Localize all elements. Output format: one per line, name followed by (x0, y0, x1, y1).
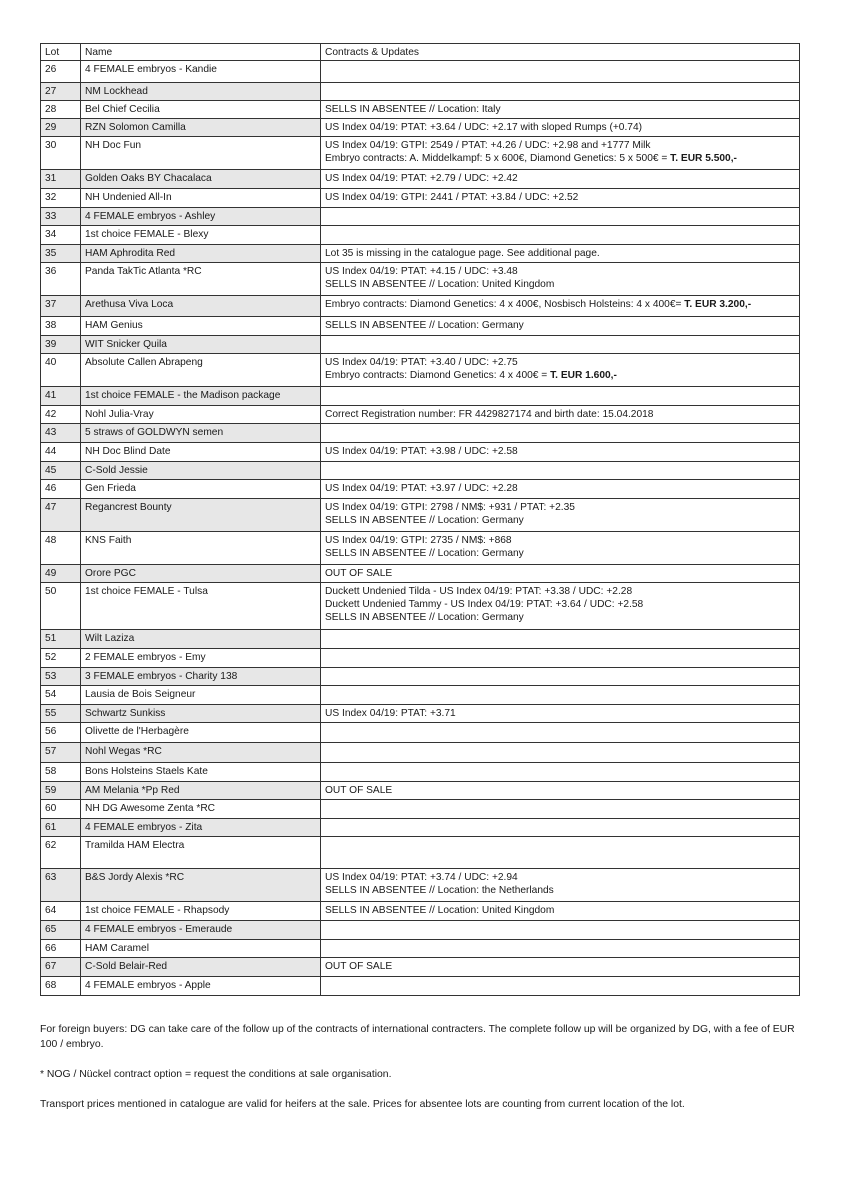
lot-number: 45 (41, 462, 81, 480)
table-row (41, 668, 800, 686)
contract-line (325, 501, 795, 514)
lot-contracts (321, 723, 800, 743)
lot-number: 55 (41, 705, 81, 723)
lot-name: Arethusa Viva Loca (81, 296, 321, 317)
lot-number: 50 (41, 583, 81, 630)
lot-number: 47 (41, 499, 81, 532)
lot-contracts (321, 532, 800, 565)
contract-text: US Index 04/19: PTAT: +3.71 (325, 708, 456, 719)
lot-contracts (321, 958, 800, 977)
lot-number: 57 (41, 743, 81, 763)
lot-number: 49 (41, 565, 81, 583)
table-row (41, 819, 800, 837)
lot-name: Absolute Callen Abrapeng (81, 354, 321, 387)
contract-text: US Index 04/19: GTPI: 2441 / PTAT: +3.84 / UDC: +2.52 (325, 192, 579, 203)
contract-line (325, 191, 795, 204)
table-row (41, 61, 800, 83)
contract-line (325, 247, 795, 260)
table-row (41, 245, 800, 263)
lot-number: 66 (41, 940, 81, 958)
table-row (41, 480, 800, 499)
lot-contracts (321, 763, 800, 782)
contract-line (325, 172, 795, 185)
table-row (41, 499, 800, 532)
contract-line (325, 904, 795, 917)
lot-number: 44 (41, 443, 81, 462)
lot-contracts (321, 61, 800, 83)
table-row (41, 336, 800, 354)
lot-name: Tramilda HAM Electra (81, 837, 321, 869)
lot-number: 54 (41, 686, 81, 705)
lot-name: 1st choice FEMALE - the Madison package (81, 387, 321, 406)
contract-line (325, 611, 795, 624)
lot-name: 1st choice FEMALE - Blexy (81, 226, 321, 245)
lot-name: B&S Jordy Alexis *RC (81, 869, 321, 902)
lot-contracts (321, 902, 800, 921)
contract-line (325, 547, 795, 560)
note-transport: Transport prices mentioned in catalogue are valid for heifers at the sale. Prices for absentee lots are counting from current location of the lot. (40, 1099, 685, 1110)
contract-text: Embryo contracts: Diamond Genetics: 4 x 400€ = (325, 370, 551, 381)
lot-number: 43 (41, 424, 81, 443)
contract-line (325, 567, 795, 580)
table-row (41, 296, 800, 317)
lot-number: 41 (41, 387, 81, 406)
lot-contracts (321, 940, 800, 958)
contract-text: US Index 04/19: PTAT: +3.64 / UDC: +2.17 with sloped Rumps (+0.74) (325, 122, 643, 133)
contract-line (325, 139, 795, 152)
contract-line (325, 152, 795, 165)
lot-contracts (321, 443, 800, 462)
table-row (41, 649, 800, 668)
contract-text: Duckett Undenied Tilda - US Index 04/19: PTAT: +3.38 / UDC: +2.28 (325, 586, 633, 597)
contract-text: US Index 04/19: GTPI: 2735 / NM$: +868 (325, 535, 512, 546)
lot-name: 4 FEMALE embryos - Ashley (81, 208, 321, 226)
lot-contracts (321, 189, 800, 208)
lot-number: 37 (41, 296, 81, 317)
contract-text: US Index 04/19: PTAT: +2.79 / UDC: +2.42 (325, 173, 518, 184)
lot-number: 68 (41, 977, 81, 996)
table-row (41, 119, 800, 137)
table-row (41, 354, 800, 387)
table-row (41, 208, 800, 226)
lot-contracts (321, 630, 800, 649)
table-row (41, 462, 800, 480)
lot-number: 34 (41, 226, 81, 245)
lot-name: 1st choice FEMALE - Rhapsody (81, 902, 321, 921)
lot-name: RZN Solomon Camilla (81, 119, 321, 137)
lot-number: 67 (41, 958, 81, 977)
table-row (41, 686, 800, 705)
lot-name: NH DG Awesome Zenta *RC (81, 800, 321, 819)
lot-name: Bons Holsteins Staels Kate (81, 763, 321, 782)
table-row (41, 137, 800, 170)
lot-name: NH Doc Blind Date (81, 443, 321, 462)
lot-contracts (321, 480, 800, 499)
lot-number: 59 (41, 782, 81, 800)
lot-contracts (321, 296, 800, 317)
lot-contracts (321, 565, 800, 583)
lot-contracts (321, 101, 800, 119)
lot-number: 27 (41, 83, 81, 101)
lot-contracts (321, 583, 800, 630)
contract-line (325, 445, 795, 458)
lot-contracts (321, 137, 800, 170)
footnotes (40, 1022, 810, 1127)
header-name: Name (81, 44, 321, 61)
lot-contracts (321, 208, 800, 226)
lot-contracts (321, 869, 800, 902)
table-row (41, 800, 800, 819)
contract-line (325, 265, 795, 278)
header-lot: Lot (41, 44, 81, 61)
lot-number: 30 (41, 137, 81, 170)
table-row (41, 723, 800, 743)
lot-number: 65 (41, 921, 81, 940)
lot-number: 42 (41, 406, 81, 424)
lot-number: 28 (41, 101, 81, 119)
lot-contracts (321, 921, 800, 940)
contract-text: Embryo contracts: A. Middelkampf: 5 x 600€, Diamond Genetics: 5 x 500€ = (325, 153, 671, 164)
lot-contracts (321, 705, 800, 723)
lot-contracts (321, 226, 800, 245)
lot-number: 46 (41, 480, 81, 499)
lot-number: 61 (41, 819, 81, 837)
table-row (41, 532, 800, 565)
table-row (41, 977, 800, 996)
contract-line (325, 356, 795, 369)
contract-text: OUT OF SALE (325, 568, 393, 579)
contract-line (325, 482, 795, 495)
lot-contracts (321, 354, 800, 387)
contract-total: T. EUR 5.500,- (670, 153, 737, 164)
table-row (41, 921, 800, 940)
table-row (41, 406, 800, 424)
lot-contracts (321, 743, 800, 763)
lot-name: Golden Oaks BY Chacalaca (81, 170, 321, 189)
lot-contracts (321, 686, 800, 705)
lot-contracts (321, 387, 800, 406)
header-contracts: Contracts & Updates (321, 44, 800, 61)
table-row (41, 958, 800, 977)
contract-line (325, 514, 795, 527)
contract-line (325, 534, 795, 547)
lot-contracts (321, 317, 800, 336)
contract-text: Lot 35 is missing in the catalogue page. See additional page. (325, 248, 600, 259)
table-row (41, 189, 800, 208)
lot-name: 1st choice FEMALE - Tulsa (81, 583, 321, 630)
contract-line (325, 960, 795, 973)
lot-contracts (321, 119, 800, 137)
lot-name: Gen Frieda (81, 480, 321, 499)
lot-name: NH Doc Fun (81, 137, 321, 170)
contract-text: US Index 04/19: PTAT: +3.40 / UDC: +2.75 (325, 357, 518, 368)
contract-text: Embryo contracts: Diamond Genetics: 4 x 400€, Nosbisch Holsteins: 4 x 400€= (325, 299, 685, 310)
contract-text: Correct Registration number: FR 4429827174 and birth date: 15.04.2018 (325, 409, 654, 420)
lot-name: 3 FEMALE embryos - Charity 138 (81, 668, 321, 686)
table-row (41, 743, 800, 763)
contract-text: US Index 04/19: PTAT: +3.98 / UDC: +2.58 (325, 446, 518, 457)
lot-table (40, 43, 800, 996)
table-row (41, 424, 800, 443)
table-row (41, 869, 800, 902)
lot-name: Nohl Wegas *RC (81, 743, 321, 763)
lot-name: Nohl Julia-Vray (81, 406, 321, 424)
lot-number: 39 (41, 336, 81, 354)
contract-text: SELLS IN ABSENTEE // Location: Germany (325, 548, 524, 559)
contract-total: T. EUR 3.200,- (684, 299, 752, 310)
table-row (41, 782, 800, 800)
lot-contracts (321, 263, 800, 296)
lot-number: 52 (41, 649, 81, 668)
table-row (41, 83, 800, 101)
table-row (41, 902, 800, 921)
lot-number: 26 (41, 61, 81, 83)
contract-line (325, 298, 795, 311)
lot-number: 40 (41, 354, 81, 387)
lot-name: NM Lockhead (81, 83, 321, 101)
contract-line (325, 408, 795, 421)
lot-name: 4 FEMALE embryos - Zita (81, 819, 321, 837)
lot-name: Regancrest Bounty (81, 499, 321, 532)
lot-number: 48 (41, 532, 81, 565)
contract-text: OUT OF SALE (325, 785, 393, 796)
lot-contracts (321, 977, 800, 996)
lot-number: 56 (41, 723, 81, 743)
lot-name: Schwartz Sunkiss (81, 705, 321, 723)
lot-number: 31 (41, 170, 81, 189)
contract-text: US Index 04/19: PTAT: +3.97 / UDC: +2.28 (325, 483, 518, 494)
lot-contracts (321, 782, 800, 800)
lot-name: Olivette de l'Herbagère (81, 723, 321, 743)
lot-contracts (321, 170, 800, 189)
contract-text: Duckett Undenied Tammy - US Index 04/19: PTAT: +3.64 / UDC: +2.58 (325, 599, 644, 610)
lot-contracts (321, 499, 800, 532)
contract-line (325, 871, 795, 884)
contract-line (325, 103, 795, 116)
lot-number: 51 (41, 630, 81, 649)
lot-number: 35 (41, 245, 81, 263)
table-row (41, 630, 800, 649)
lot-name: NH Undenied All-In (81, 189, 321, 208)
lot-contracts (321, 800, 800, 819)
lot-number: 32 (41, 189, 81, 208)
table-row (41, 940, 800, 958)
lot-name: 4 FEMALE embryos - Apple (81, 977, 321, 996)
lot-number: 29 (41, 119, 81, 137)
lot-number: 38 (41, 317, 81, 336)
lot-name: KNS Faith (81, 532, 321, 565)
table-row (41, 226, 800, 245)
lot-number: 33 (41, 208, 81, 226)
contract-text: OUT OF SALE (325, 961, 393, 972)
table-row (41, 763, 800, 782)
lot-contracts (321, 424, 800, 443)
lot-contracts (321, 819, 800, 837)
lot-contracts (321, 245, 800, 263)
contract-text: SELLS IN ABSENTEE // Location: Germany (325, 515, 524, 526)
table-row (41, 705, 800, 723)
lot-contracts (321, 649, 800, 668)
lot-name: 2 FEMALE embryos - Emy (81, 649, 321, 668)
contract-text: US Index 04/19: PTAT: +4.15 / UDC: +3.48 (325, 266, 518, 277)
lot-name: 4 FEMALE embryos - Emeraude (81, 921, 321, 940)
lot-name: C-Sold Belair-Red (81, 958, 321, 977)
contract-line (325, 319, 795, 332)
table-row (41, 317, 800, 336)
lot-number: 60 (41, 800, 81, 819)
lot-number: 63 (41, 869, 81, 902)
lot-name: HAM Genius (81, 317, 321, 336)
contract-line (325, 784, 795, 797)
contract-line (325, 884, 795, 897)
lot-name: 5 straws of GOLDWYN semen (81, 424, 321, 443)
lot-contracts (321, 462, 800, 480)
contract-text: SELLS IN ABSENTEE // Location: Italy (325, 104, 501, 115)
contract-text: US Index 04/19: GTPI: 2549 / PTAT: +4.26 / UDC: +2.98 and +1777 Milk (325, 140, 651, 151)
contract-text: US Index 04/19: GTPI: 2798 / NM$: +931 / PTAT: +2.35 (325, 502, 575, 513)
table-row (41, 170, 800, 189)
table-row (41, 387, 800, 406)
contract-text: SELLS IN ABSENTEE // Location: Germany (325, 320, 524, 331)
table-row (41, 101, 800, 119)
note-nog-contract: * NOG / Nückel contract option = request the conditions at sale organisation. (40, 1069, 392, 1080)
lot-name: WIT Snicker Quila (81, 336, 321, 354)
lot-number: 62 (41, 837, 81, 869)
contract-line (325, 598, 795, 611)
lot-name: Bel Chief Cecilia (81, 101, 321, 119)
lot-contracts (321, 83, 800, 101)
table-row (41, 263, 800, 296)
table-row (41, 837, 800, 869)
table-header-row (41, 44, 800, 61)
table-row (41, 583, 800, 630)
contract-line (325, 278, 795, 291)
contract-line (325, 369, 795, 382)
lot-name: Lausia de Bois Seigneur (81, 686, 321, 705)
contract-line (325, 707, 795, 720)
contract-text: SELLS IN ABSENTEE // Location: United Kingdom (325, 279, 555, 290)
contract-total: T. EUR 1.600,- (550, 370, 617, 381)
lot-name: Wilt Laziza (81, 630, 321, 649)
note-foreign-buyers: For foreign buyers: DG can take care of the follow up of the contracts of international contracters. The complete follow up will be organized by DG, with a fee of EUR 100 / embryo. (40, 1024, 795, 1050)
lot-contracts (321, 837, 800, 869)
table-row (41, 443, 800, 462)
table-row (41, 565, 800, 583)
contract-text: SELLS IN ABSENTEE // Location: United Kingdom (325, 905, 555, 916)
lot-contracts (321, 406, 800, 424)
lot-name: Panda TakTic Atlanta *RC (81, 263, 321, 296)
lot-name: 4 FEMALE embryos - Kandie (81, 61, 321, 83)
lot-contracts (321, 668, 800, 686)
lot-number: 58 (41, 763, 81, 782)
lot-name: AM Melania *Pp Red (81, 782, 321, 800)
lot-table-body (41, 61, 800, 996)
lot-name: C-Sold Jessie (81, 462, 321, 480)
lot-number: 36 (41, 263, 81, 296)
contract-line (325, 585, 795, 598)
contract-text: SELLS IN ABSENTEE // Location: Germany (325, 612, 524, 623)
lot-name: HAM Caramel (81, 940, 321, 958)
lot-number: 53 (41, 668, 81, 686)
lot-contracts (321, 336, 800, 354)
lot-number: 64 (41, 902, 81, 921)
contract-text: SELLS IN ABSENTEE // Location: the Netherlands (325, 885, 554, 896)
contract-text: US Index 04/19: PTAT: +3.74 / UDC: +2.94 (325, 872, 518, 883)
lot-name: HAM Aphrodita Red (81, 245, 321, 263)
contract-line (325, 121, 795, 134)
lot-name: Orore PGC (81, 565, 321, 583)
